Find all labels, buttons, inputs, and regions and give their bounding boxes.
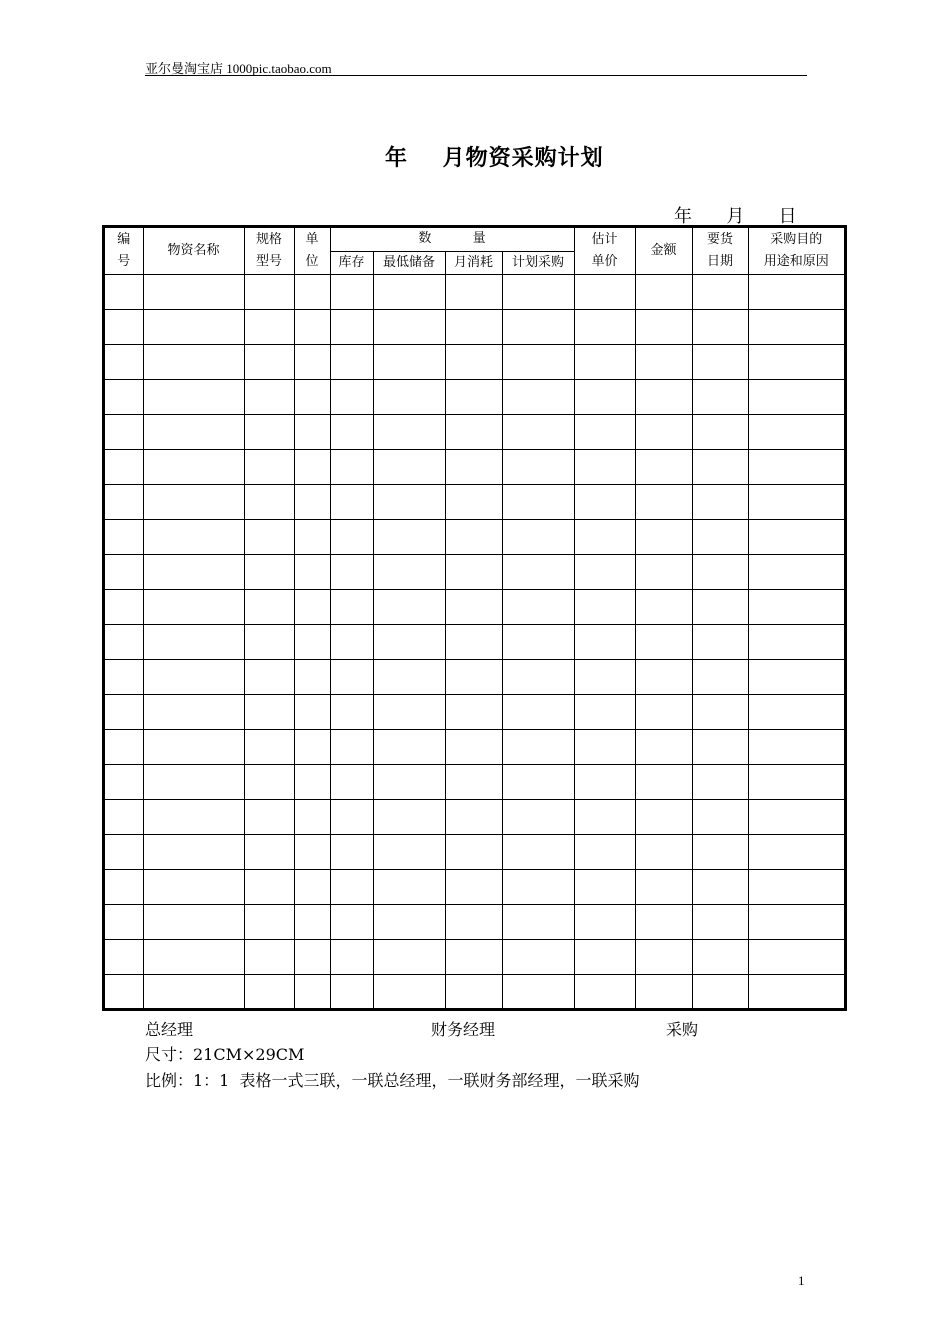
table-cell[interactable] [635,939,692,974]
table-cell[interactable] [445,799,502,834]
table-cell[interactable] [330,414,373,449]
table-cell[interactable] [445,554,502,589]
table-cell[interactable] [294,344,330,379]
table-row [105,309,844,344]
table-cell[interactable] [244,344,294,379]
table-cell[interactable] [294,519,330,554]
table-cell[interactable] [635,799,692,834]
table-cell[interactable] [502,554,574,589]
table-cell[interactable] [748,379,844,414]
page-number: 1 [798,1273,805,1288]
table-cell[interactable] [330,764,373,799]
table-cell[interactable] [574,974,635,1009]
table-cell[interactable] [373,554,445,589]
table-cell[interactable] [692,939,748,974]
table-cell[interactable] [143,764,244,799]
table-cell[interactable] [502,799,574,834]
table-row [105,834,844,869]
table-cell[interactable] [294,554,330,589]
table-cell[interactable] [143,589,244,624]
table-cell[interactable] [143,694,244,729]
table-cell[interactable] [244,309,294,344]
table-cell[interactable] [244,974,294,1009]
table-cell[interactable] [445,449,502,484]
table-cell[interactable] [373,589,445,624]
table-cell[interactable] [373,344,445,379]
table-cell[interactable] [692,554,748,589]
table-cell[interactable] [574,764,635,799]
table-cell[interactable] [373,974,445,1009]
table-cell[interactable] [574,869,635,904]
table-cell[interactable] [373,379,445,414]
table-cell[interactable] [105,729,143,764]
header-stock: 库存 [330,251,373,274]
header-monthly-use: 月消耗 [445,251,502,274]
table-cell[interactable] [445,764,502,799]
table-cell[interactable] [502,624,574,659]
table-cell[interactable] [294,799,330,834]
table-cell[interactable] [574,484,635,519]
table-cell[interactable] [294,414,330,449]
table-cell[interactable] [143,379,244,414]
table-cell[interactable] [373,834,445,869]
table-row [105,624,844,659]
table-cell[interactable] [692,589,748,624]
table-cell[interactable] [105,309,143,344]
table-row [105,589,844,624]
table-cell[interactable] [445,414,502,449]
table-cell[interactable] [635,834,692,869]
table-cell[interactable] [445,379,502,414]
table-cell[interactable] [748,834,844,869]
table-cell[interactable] [748,939,844,974]
table-cell[interactable] [143,659,244,694]
table-cell[interactable] [692,729,748,764]
table-cell[interactable] [143,904,244,939]
table-cell[interactable] [574,904,635,939]
table-cell[interactable] [373,414,445,449]
table-cell[interactable] [574,344,635,379]
table-row [105,659,844,694]
table-cell[interactable] [294,484,330,519]
table-cell[interactable] [574,624,635,659]
header-unit-price: 估计 单价 [574,228,635,274]
table-cell[interactable] [143,834,244,869]
table-cell[interactable] [294,764,330,799]
table-cell[interactable] [244,659,294,694]
table-cell[interactable] [294,274,330,309]
table-cell[interactable] [692,274,748,309]
table-cell[interactable] [244,834,294,869]
table-cell[interactable] [244,414,294,449]
table-cell[interactable] [574,659,635,694]
table-cell[interactable] [373,519,445,554]
header-material-name: 物资名称 [143,228,244,274]
table-cell[interactable] [294,449,330,484]
table-cell[interactable] [574,939,635,974]
table-cell[interactable] [373,309,445,344]
table-cell[interactable] [574,694,635,729]
table-cell[interactable] [105,764,143,799]
table-cell[interactable] [692,799,748,834]
table-cell[interactable] [244,869,294,904]
table-row [105,869,844,904]
table-cell[interactable] [105,484,143,519]
header-no: 编 号 [105,228,143,274]
table-cell[interactable] [445,309,502,344]
table-cell[interactable] [330,694,373,729]
table-cell[interactable] [635,729,692,764]
table-cell[interactable] [574,519,635,554]
table-cell[interactable] [748,554,844,589]
table-cell[interactable] [635,869,692,904]
table-cell[interactable] [692,484,748,519]
table-cell[interactable] [445,589,502,624]
table-cell[interactable] [748,974,844,1009]
table-cell[interactable] [244,589,294,624]
table-cell[interactable] [330,729,373,764]
table-cell[interactable] [635,764,692,799]
table-cell[interactable] [635,344,692,379]
table-cell[interactable] [692,449,748,484]
table-cell[interactable] [143,484,244,519]
table-cell[interactable] [692,974,748,1009]
table-cell[interactable] [294,974,330,1009]
table-cell[interactable] [330,344,373,379]
table-cell[interactable] [502,309,574,344]
table-cell[interactable] [635,554,692,589]
header-quantity: 数 量 [330,228,574,251]
table-cell[interactable] [635,904,692,939]
table-cell[interactable] [635,379,692,414]
table-row [105,449,844,484]
table-cell[interactable] [692,904,748,939]
table-row [105,729,844,764]
table-cell[interactable] [105,659,143,694]
table-cell[interactable] [105,274,143,309]
table-cell[interactable] [244,729,294,764]
table-cell[interactable] [294,904,330,939]
table-cell[interactable] [445,974,502,1009]
date-line: 年 月 日 [674,206,797,227]
table-cell[interactable] [692,694,748,729]
table-cell[interactable] [502,904,574,939]
table-cell[interactable] [502,379,574,414]
table-cell[interactable] [143,554,244,589]
table-cell[interactable] [294,659,330,694]
table-cell[interactable] [330,484,373,519]
table-cell[interactable] [105,799,143,834]
table-cell[interactable] [330,869,373,904]
table-cell[interactable] [635,694,692,729]
table-row [105,939,844,974]
table-cell[interactable] [330,834,373,869]
table-row [105,484,844,519]
table-cell[interactable] [373,694,445,729]
table-cell[interactable] [635,659,692,694]
ratio-note: 比例：1：1 表格一式三联，一联总经理，一联财务部经理，一联采购 [145,1071,640,1090]
table-cell[interactable] [105,834,143,869]
table-row [105,519,844,554]
table-cell[interactable] [635,274,692,309]
table-cell[interactable] [330,974,373,1009]
table-cell[interactable] [244,904,294,939]
table-cell[interactable] [502,764,574,799]
table-cell[interactable] [748,344,844,379]
table-row [105,274,844,309]
table-cell[interactable] [105,519,143,554]
table-cell[interactable] [748,484,844,519]
header-unit: 单 位 [294,228,330,274]
table-cell[interactable] [748,589,844,624]
header-rule [145,75,807,76]
table-cell[interactable] [143,799,244,834]
table-cell[interactable] [574,449,635,484]
table-cell[interactable] [373,939,445,974]
table-cell[interactable] [748,659,844,694]
table-cell[interactable] [143,309,244,344]
table-cell[interactable] [294,694,330,729]
table-cell[interactable] [143,624,244,659]
table-cell[interactable] [105,904,143,939]
table-cell[interactable] [574,309,635,344]
table-cell[interactable] [143,939,244,974]
signature-gm: 总经理 [145,1020,194,1039]
table-cell[interactable] [105,939,143,974]
size-note: 尺寸：21CM×29CM [145,1045,305,1064]
form-title: 年 月物资采购计划 [385,145,604,171]
table-cell[interactable] [244,554,294,589]
table-cell[interactable] [502,659,574,694]
table-cell[interactable] [330,939,373,974]
table-cell[interactable] [692,379,748,414]
table-cell[interactable] [445,274,502,309]
table-cell[interactable] [635,414,692,449]
table-cell[interactable] [692,869,748,904]
table-cell[interactable] [143,729,244,764]
table-cell[interactable] [748,694,844,729]
table-cell[interactable] [105,589,143,624]
table-cell[interactable] [330,309,373,344]
table-cell[interactable] [692,764,748,799]
table-cell[interactable] [692,624,748,659]
table-cell[interactable] [143,519,244,554]
table-cell[interactable] [330,799,373,834]
table-cell[interactable] [502,939,574,974]
table-cell[interactable] [330,274,373,309]
signature-finance: 财务经理 [431,1020,496,1039]
table-cell[interactable] [574,379,635,414]
table-cell[interactable] [244,274,294,309]
table-row [105,974,844,1009]
table-cell[interactable] [445,834,502,869]
table-cell[interactable] [635,974,692,1009]
table-cell[interactable] [635,519,692,554]
table-cell[interactable] [244,624,294,659]
header-amount: 金额 [635,228,692,274]
table-cell[interactable] [502,589,574,624]
table-cell[interactable] [692,659,748,694]
table-row [105,694,844,729]
table-cell[interactable] [635,484,692,519]
table-cell[interactable] [748,624,844,659]
table-cell[interactable] [574,729,635,764]
table-cell[interactable] [143,274,244,309]
table-cell[interactable] [373,869,445,904]
table-row [105,904,844,939]
table-cell[interactable] [330,904,373,939]
table-cell[interactable] [373,764,445,799]
table-cell[interactable] [748,799,844,834]
table-cell[interactable] [373,624,445,659]
table-cell[interactable] [294,869,330,904]
table-cell[interactable] [502,869,574,904]
table-row [105,379,844,414]
table-cell[interactable] [445,659,502,694]
table-cell[interactable] [692,519,748,554]
table-cell[interactable] [105,974,143,1009]
table-row [105,764,844,799]
table-cell[interactable] [574,554,635,589]
table-cell[interactable] [502,414,574,449]
table-cell[interactable] [748,274,844,309]
table-cell[interactable] [105,379,143,414]
table-cell[interactable] [445,939,502,974]
header-min-reserve: 最低储备 [373,251,445,274]
table-cell[interactable] [445,624,502,659]
table-cell[interactable] [445,904,502,939]
header-purpose: 采购目的 用途和原因 [748,228,844,274]
table-cell[interactable] [330,624,373,659]
table-cell[interactable] [692,344,748,379]
table-cell[interactable] [105,414,143,449]
table-cell[interactable] [445,869,502,904]
table-cell[interactable] [373,729,445,764]
table-cell[interactable] [330,449,373,484]
table-cell[interactable] [373,484,445,519]
table-cell[interactable] [105,694,143,729]
page-header: 亚尔曼淘宝店 1000pic.taobao.com [145,61,332,76]
table-cell[interactable] [445,729,502,764]
table-cell[interactable] [143,449,244,484]
table-cell[interactable] [105,624,143,659]
table-cell[interactable] [574,414,635,449]
table-row [105,554,844,589]
table-cell[interactable] [748,309,844,344]
table-cell[interactable] [330,659,373,694]
table-cell[interactable] [445,519,502,554]
table-cell[interactable] [143,869,244,904]
table-cell[interactable] [635,309,692,344]
table-cell[interactable] [748,519,844,554]
table-cell[interactable] [692,414,748,449]
header-spec: 规格 型号 [244,228,294,274]
table-cell[interactable] [143,344,244,379]
table-cell[interactable] [692,309,748,344]
table-cell[interactable] [330,379,373,414]
table-cell[interactable] [105,344,143,379]
table-cell[interactable] [574,274,635,309]
table-cell[interactable] [330,589,373,624]
table-cell[interactable] [445,344,502,379]
table-cell[interactable] [105,449,143,484]
table-cell[interactable] [502,974,574,1009]
table-cell[interactable] [244,799,294,834]
signature-purchase: 采购 [666,1020,699,1039]
table-cell[interactable] [244,694,294,729]
table-cell[interactable] [143,974,244,1009]
table-cell[interactable] [373,659,445,694]
table-cell[interactable] [635,624,692,659]
table-cell[interactable] [748,414,844,449]
table-cell[interactable] [244,764,294,799]
table-cell[interactable] [502,729,574,764]
table-cell[interactable] [294,309,330,344]
table-cell[interactable] [373,799,445,834]
table-row [105,344,844,379]
table-cell[interactable] [244,939,294,974]
table-cell[interactable] [748,729,844,764]
table-cell[interactable] [373,274,445,309]
table-cell[interactable] [244,449,294,484]
table-cell[interactable] [502,694,574,729]
table-cell[interactable] [635,449,692,484]
table-cell[interactable] [502,274,574,309]
table-cell[interactable] [294,939,330,974]
table-cell[interactable] [502,484,574,519]
table-cell[interactable] [748,449,844,484]
table-cell[interactable] [502,519,574,554]
table-cell[interactable] [748,869,844,904]
table-cell[interactable] [244,519,294,554]
table-cell[interactable] [748,764,844,799]
table-cell[interactable] [445,484,502,519]
table-cell[interactable] [574,799,635,834]
table-cell[interactable] [635,589,692,624]
table-cell[interactable] [373,449,445,484]
table-cell[interactable] [244,379,294,414]
table-cell[interactable] [294,729,330,764]
table-cell[interactable] [574,834,635,869]
table-row [105,414,844,449]
header-planned-purchase: 计划采购 [502,251,574,274]
table-cell[interactable] [502,834,574,869]
table-cell[interactable] [692,834,748,869]
header-delivery-date: 要货 日期 [692,228,748,274]
table-cell[interactable] [574,589,635,624]
table-cell[interactable] [445,694,502,729]
table-cell[interactable] [105,869,143,904]
table-cell[interactable] [294,624,330,659]
table-cell[interactable] [294,589,330,624]
table-cell[interactable] [330,519,373,554]
table-cell[interactable] [502,449,574,484]
table-cell[interactable] [294,379,330,414]
purchase-plan-table [102,225,847,1011]
table-cell[interactable] [373,904,445,939]
table-cell[interactable] [244,484,294,519]
table-cell[interactable] [143,414,244,449]
table-cell[interactable] [105,554,143,589]
table-row [105,799,844,834]
table-cell[interactable] [502,344,574,379]
table-cell[interactable] [330,554,373,589]
table-cell[interactable] [294,834,330,869]
table-cell[interactable] [748,904,844,939]
